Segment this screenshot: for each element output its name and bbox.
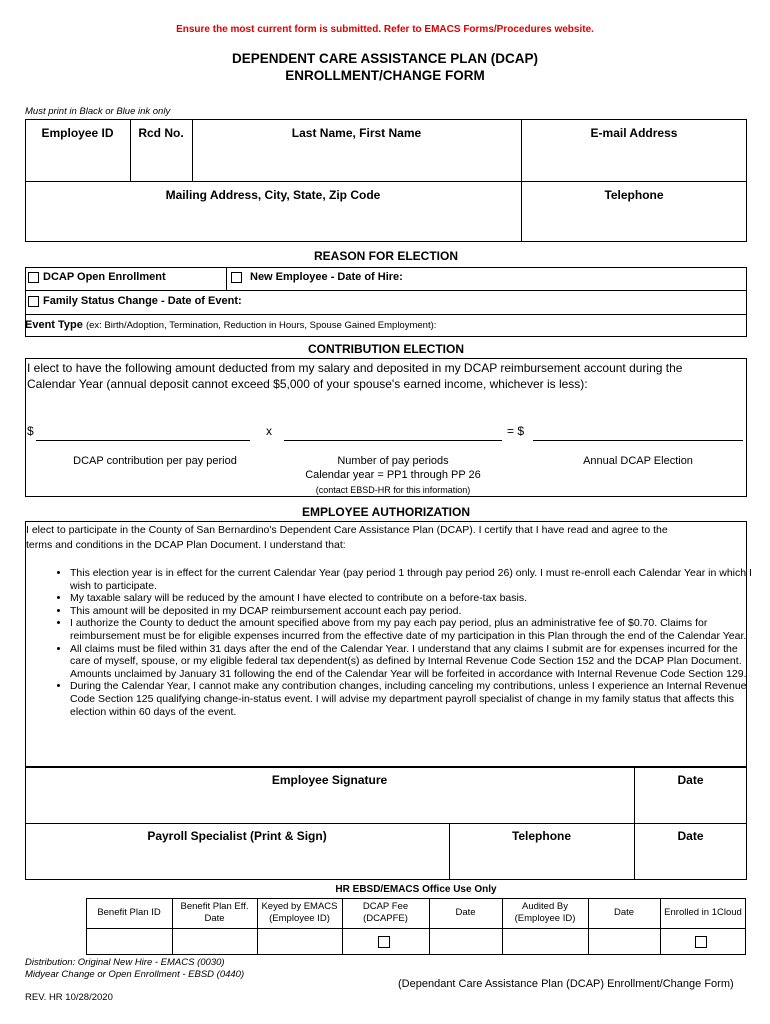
contribution-statement-2: Calendar Year (annual deposit cannot exceed $5,000 of your spouse's earned income, whichever is less): — [27, 377, 588, 391]
office-use-heading: HR EBSD/EMACS Office Use Only — [335, 884, 497, 895]
col-enrolled-1cloud: Enrolled in 1Cloud — [664, 907, 742, 918]
bullet-item: • This amount will be deposited in my DCAP reimbursement account each pay period. — [70, 605, 758, 618]
authorization-intro-1: I elect to participate in the County of San Bernardino's Dependent Care Assistance Plan (DCAP). I certify that I have read and agree to the — [26, 524, 668, 536]
telephone-field[interactable]: Telephone — [604, 188, 664, 202]
notice-text: Ensure the most current form is submitted. Refer to EMACS Forms/Procedures website. — [176, 24, 594, 35]
bullet-item: • My taxable salary will be reduced by the amount I have elected to contribute on a before-tax basis. — [70, 592, 758, 605]
bullet-item: • This election year is in effect for the current Calendar Year (pay period 1 through pay period 26) only. I must re-enroll each Calendar Year in which I wish to participate. — [70, 567, 758, 592]
col-audited-by: Audited By (Employee ID) — [514, 901, 576, 924]
open-enrollment-checkbox[interactable] — [28, 272, 39, 283]
num-periods-input[interactable] — [284, 440, 502, 441]
rcd-no-field[interactable]: Rcd No. — [138, 126, 184, 140]
per-period-label: DCAP contribution per pay period — [73, 455, 237, 467]
open-enrollment-label: DCAP Open Enrollment — [43, 271, 166, 283]
dcap-fee-checkbox[interactable] — [378, 936, 390, 948]
times-sign: x — [266, 424, 272, 438]
per-period-input[interactable] — [36, 440, 250, 441]
annual-election-input[interactable] — [533, 440, 743, 441]
payroll-date-field[interactable]: Date — [677, 829, 704, 843]
family-status-label: Family Status Change - Date of Event: — [43, 295, 242, 307]
authorization-heading: EMPLOYEE AUTHORIZATION — [302, 505, 470, 519]
col-benefit-plan-id: Benefit Plan ID — [97, 907, 161, 918]
contribution-heading: CONTRIBUTION ELECTION — [308, 342, 464, 356]
employee-date-field[interactable]: Date — [677, 773, 704, 787]
distribution-1: Distribution: Original New Hire - EMACS (0030) — [25, 957, 225, 968]
family-status-checkbox[interactable] — [28, 296, 39, 307]
authorization-bullets — [54, 567, 758, 718]
form-title: DEPENDENT CARE ASSISTANCE PLAN (DCAP) — [231, 51, 539, 66]
reason-heading: REASON FOR ELECTION — [313, 249, 458, 263]
name-field[interactable]: Last Name, First Name — [291, 126, 422, 140]
enrolled-1cloud-checkbox[interactable] — [695, 936, 707, 948]
distribution-2: Midyear Change or Open Enrollment - EBSD (0440) — [25, 969, 245, 980]
col-date-1: Date — [455, 907, 476, 918]
employee-id-field[interactable]: Employee ID — [41, 126, 114, 140]
email-field[interactable]: E-mail Address — [590, 126, 678, 140]
contact-note: (contact EBSD-HR for this information) — [315, 485, 471, 495]
employee-signature-field[interactable]: Employee Signature — [271, 773, 388, 787]
payroll-specialist-field[interactable]: Payroll Specialist (Print & Sign) — [147, 829, 327, 843]
authorization-intro-2: terms and conditions in the DCAP Plan Document. I understand that: — [26, 539, 346, 551]
contribution-statement-1: I elect to have the following amount deducted from my salary and deposited in my DCAP reimbursement account during the — [27, 361, 683, 375]
payroll-telephone-field[interactable]: Telephone — [511, 829, 572, 843]
annual-label: Annual DCAP Election — [583, 455, 693, 467]
form-subtitle: ENROLLMENT/CHANGE FORM — [285, 68, 485, 83]
event-type-label: Event Type — [25, 319, 83, 331]
equals-sign: = $ — [507, 424, 525, 438]
ink-note: Must print in Black or Blue ink only — [25, 106, 171, 117]
bullet-item: • I authorize the County to deduct the amount specified above from my pay each pay period, plus an administrative fee of $0.70. Claims for reimbursement must be for eligible expenses incurred from the effective date of my participation in this Plan through the end of the Calendar Year. — [70, 617, 758, 642]
col-dcap-fee: DCAP Fee (DCAPFE) — [362, 901, 409, 924]
col-keyed-by-emacs: Keyed by EMACS (Employee ID) — [261, 901, 338, 924]
dollar-sign: $ — [27, 424, 34, 438]
form-name-footer: (Dependant Care Assistance Plan (DCAP) Enrollment/Change Form) — [398, 978, 734, 990]
new-employee-checkbox[interactable] — [231, 272, 242, 283]
new-employee-label: New Employee - Date of Hire: — [250, 271, 403, 283]
bullet-item: • During the Calendar Year, I cannot make any contribution changes, including canceling my contributions, unless I experience an Internal Revenue Code Section 125 qualifying change-in-status event. I will advise my department payroll specialist of change in my family status that affects this election within 60 days of the event. — [70, 680, 758, 718]
bullet-item: • All claims must be filed within 31 days after the end of the Calendar Year. I understand that any claims I submit are for expenses incurred for the care of myself, spouse, or my eligible federal tax dependent(s) as defined by Internal Revenue Code Section 152 and the DCAP Plan Document. Amounts unclaimed by January 31 following the end of the Calendar Year will be forfeited in accordance with Internal Revenue Code Section 129. — [70, 643, 758, 681]
col-benefit-plan-eff-date: Benefit Plan Eff. Date — [180, 901, 249, 924]
mailing-address-field[interactable]: Mailing Address, City, State, Zip Code — [165, 188, 381, 202]
calendar-year-label: Calendar year = PP1 through PP 26 — [305, 469, 481, 481]
revision-label: REV. HR 10/28/2020 — [25, 992, 113, 1003]
col-date-2: Date — [613, 907, 635, 918]
event-type-hint: (ex: Birth/Adoption, Termination, Reduction in Hours, Spouse Gained Employment): — [85, 320, 437, 331]
num-periods-label: Number of pay periods — [337, 455, 449, 467]
event-type-row[interactable] — [25, 319, 436, 331]
